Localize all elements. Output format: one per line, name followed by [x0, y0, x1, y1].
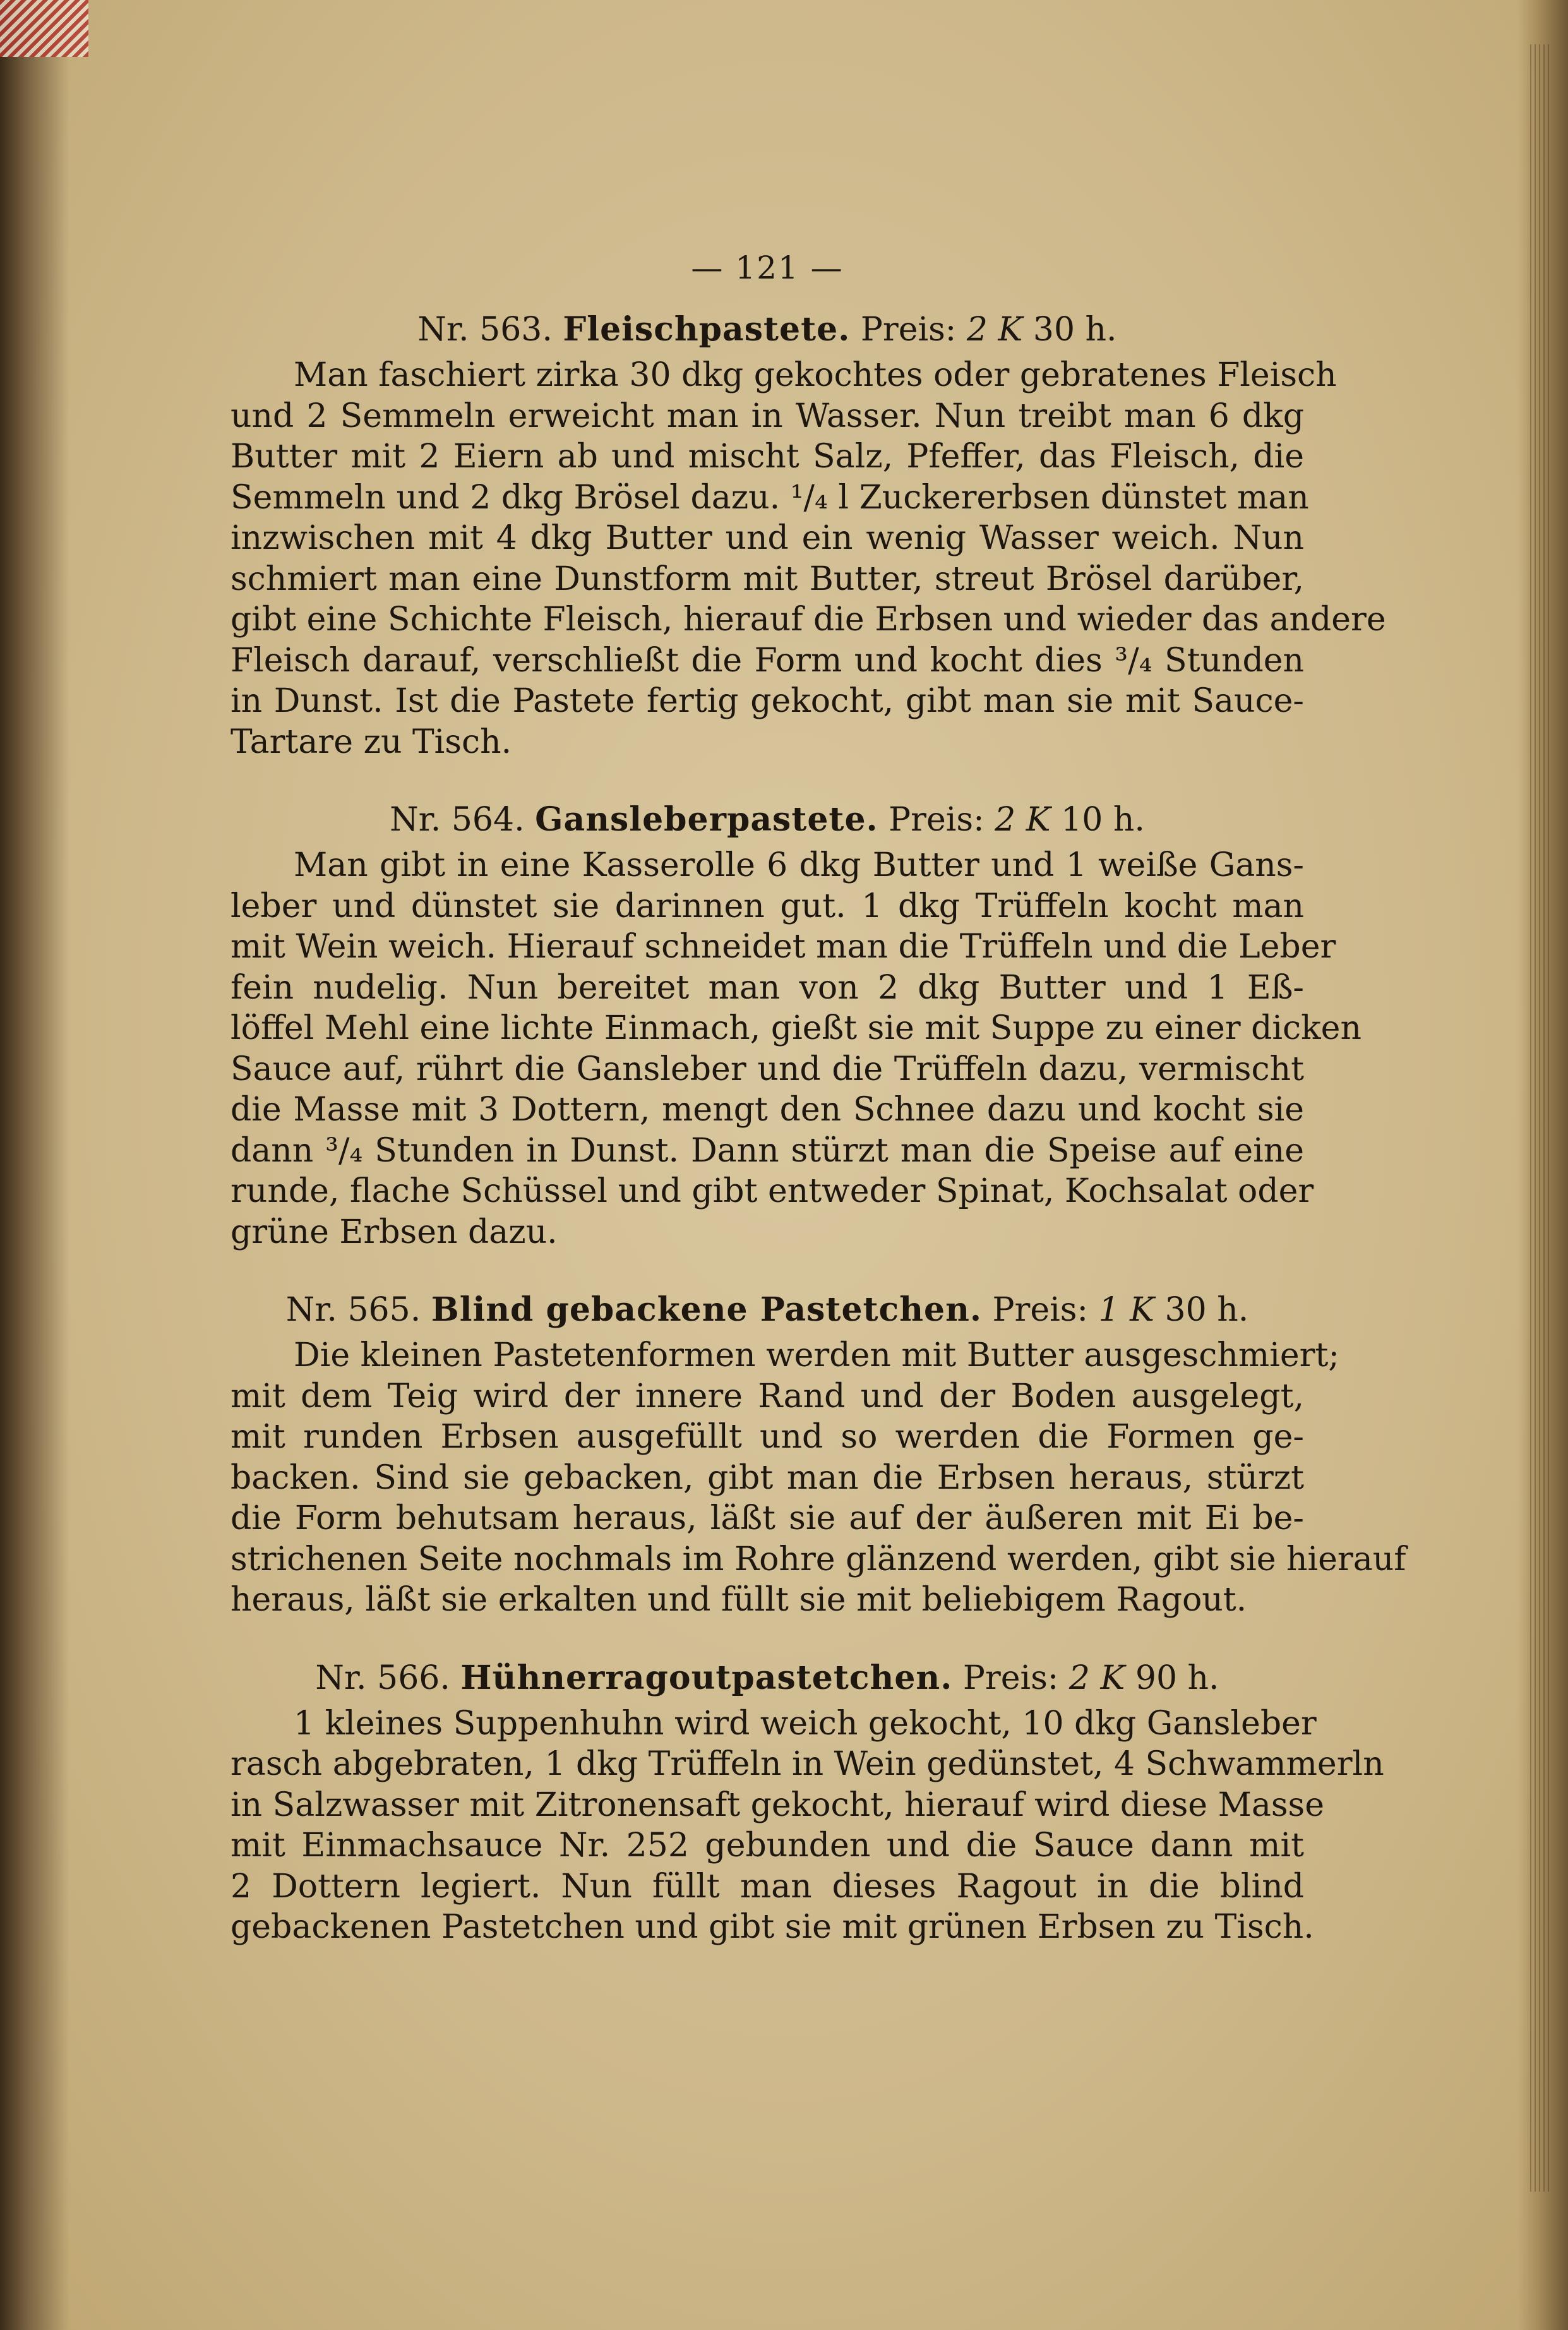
text-line: Die kleinen Pastetenformen werden mit Butter ausgeschmiert; — [294, 1336, 1339, 1374]
text-line: Butter mit 2 Eiern ab und mischt Salz, Pfeffer, das Fleisch, die — [230, 438, 1304, 476]
price-kronen: 2 K — [966, 311, 1023, 349]
price-label: Preis: — [860, 311, 957, 349]
recipe-name: Fleischpastete. — [563, 310, 851, 349]
recipe-title — [230, 310, 1304, 349]
text-line: runde, flache Schüssel und gibt entweder Spinat, Kochsalat oder — [230, 1172, 1314, 1210]
price-kronen: 2 K — [995, 801, 1051, 839]
text-line: dann ³/₄ Stunden in Dunst. Dann stürzt man die Speise auf eine — [230, 1131, 1304, 1170]
recipe-list — [230, 310, 1406, 1948]
text-line: 1 kleines Suppenhuhn wird weich gekocht, 10 dkg Gansleber — [294, 1704, 1317, 1743]
price-heller: 90 h. — [1135, 1659, 1219, 1697]
recipe-number: Nr. 564. — [390, 801, 525, 839]
text-line: mit Einmachsauce Nr. 252 gebunden und die Sauce dann mit — [230, 1827, 1304, 1865]
text-line: die Masse mit 3 Dottern, mengt den Schnee dazu und kocht sie — [230, 1091, 1304, 1129]
text-line: mit Wein weich. Hierauf schneidet man die Trüffeln und die Leber — [230, 928, 1336, 966]
recipe-block — [230, 1658, 1384, 1948]
recipe-block — [230, 800, 1362, 1252]
binding-shadow — [0, 0, 69, 2330]
text-line: löffel Mehl eine lichte Einmach, gießt sie mit Suppe zu einer dicken — [230, 1009, 1362, 1047]
recipe-number: Nr. 565. — [285, 1291, 421, 1329]
price-label: Preis: — [962, 1659, 1059, 1697]
price-kronen: 1 K — [1098, 1291, 1155, 1329]
price-heller: 30 h. — [1164, 1291, 1249, 1329]
text-line: grüne Erbsen dazu. — [230, 1213, 558, 1251]
text-line: Sauce auf, rührt die Gansleber und die Trüffeln dazu, vermischt — [230, 1050, 1304, 1088]
text-line: in Salzwasser mit Zitronensaft gekocht, hierauf wird diese Masse — [230, 1786, 1324, 1824]
recipe-title — [230, 800, 1304, 839]
recipe-name: Blind gebackene Pastetchen. — [431, 1290, 983, 1329]
text-block — [230, 249, 1406, 1986]
text-line: fein nudelig. Nun bereitet man von 2 dkg Butter und 1 Eß- — [230, 968, 1304, 1007]
text-line: Semmeln und 2 dkg Brösel dazu. ¹/₄ l Zuckererbsen dünstet man — [230, 478, 1309, 517]
page-number: — 121 — — [691, 249, 844, 286]
recipe-block — [230, 310, 1386, 762]
text-line: Man faschiert zirka 30 dkg gekochtes oder gebratenes Fleisch — [294, 356, 1337, 394]
text-line: mit dem Teig wird der innere Rand und der Boden ausgelegt, — [230, 1377, 1304, 1415]
price-heller: 30 h. — [1032, 311, 1117, 349]
text-line: gebackenen Pastetchen und gibt sie mit grünen Erbsen zu Tisch. — [230, 1908, 1314, 1946]
recipe-name: Gansleberpastete. — [535, 800, 878, 839]
binding-stitch — [0, 0, 88, 57]
recipe-block — [230, 1290, 1406, 1621]
recipe-name: Hühnerragoutpastetchen. — [460, 1658, 953, 1697]
text-line: mit runden Erbsen ausgefüllt und so werden die Formen ge- — [230, 1418, 1304, 1456]
text-line: backen. Sind sie gebacken, gibt man die Erbsen heraus, stürzt — [230, 1458, 1304, 1497]
text-line: und 2 Semmeln erweicht man in Wasser. Nun treibt man 6 dkg — [230, 397, 1304, 435]
text-line: rasch abgebraten, 1 dkg Trüffeln in Wein gedünstet, 4 Schwammerln — [230, 1745, 1384, 1783]
text-line: Fleisch darauf, verschließt die Form und kocht dies ³/₄ Stunden — [230, 641, 1304, 680]
price-kronen: 2 K — [1068, 1659, 1125, 1697]
text-line: strichenen Seite nochmals im Rohre glänzend werden, gibt sie hierauf — [230, 1540, 1406, 1578]
price-heller: 10 h. — [1061, 801, 1145, 839]
text-line: Man gibt in eine Kasserolle 6 dkg Butter und 1 weiße Gans- — [294, 846, 1304, 884]
text-line: gibt eine Schichte Fleisch, hierauf die Erbsen und wieder das andere — [230, 601, 1386, 639]
text-line: schmiert man eine Dunstform mit Butter, streut Brösel darüber, — [230, 560, 1304, 598]
text-line: 2 Dottern legiert. Nun füllt man dieses Ragout in die blind — [230, 1867, 1304, 1906]
text-line: in Dunst. Ist die Pastete fertig gekocht, gibt man sie mit Sauce- — [230, 682, 1304, 720]
recipe-title — [230, 1659, 1304, 1697]
text-line: Tartare zu Tisch. — [230, 723, 512, 761]
text-line: die Form behutsam heraus, läßt sie auf der äußeren mit Ei be- — [230, 1499, 1304, 1537]
price-label: Preis: — [992, 1291, 1089, 1329]
text-line: inzwischen mit 4 dkg Butter und ein wenig Wasser weich. Nun — [230, 519, 1304, 557]
text-line: leber und dünstet sie darinnen gut. 1 dkg Trüffeln kocht man — [230, 887, 1304, 925]
text-line: heraus, läßt sie erkalten und füllt sie mit beliebigem Ragout. — [230, 1581, 1247, 1619]
recipe-number: Nr. 563. — [417, 311, 553, 349]
recipe-number: Nr. 566. — [315, 1659, 450, 1697]
page-edge-lines — [1530, 44, 1549, 2192]
price-label: Preis: — [889, 801, 984, 839]
recipe-title — [230, 1290, 1304, 1329]
